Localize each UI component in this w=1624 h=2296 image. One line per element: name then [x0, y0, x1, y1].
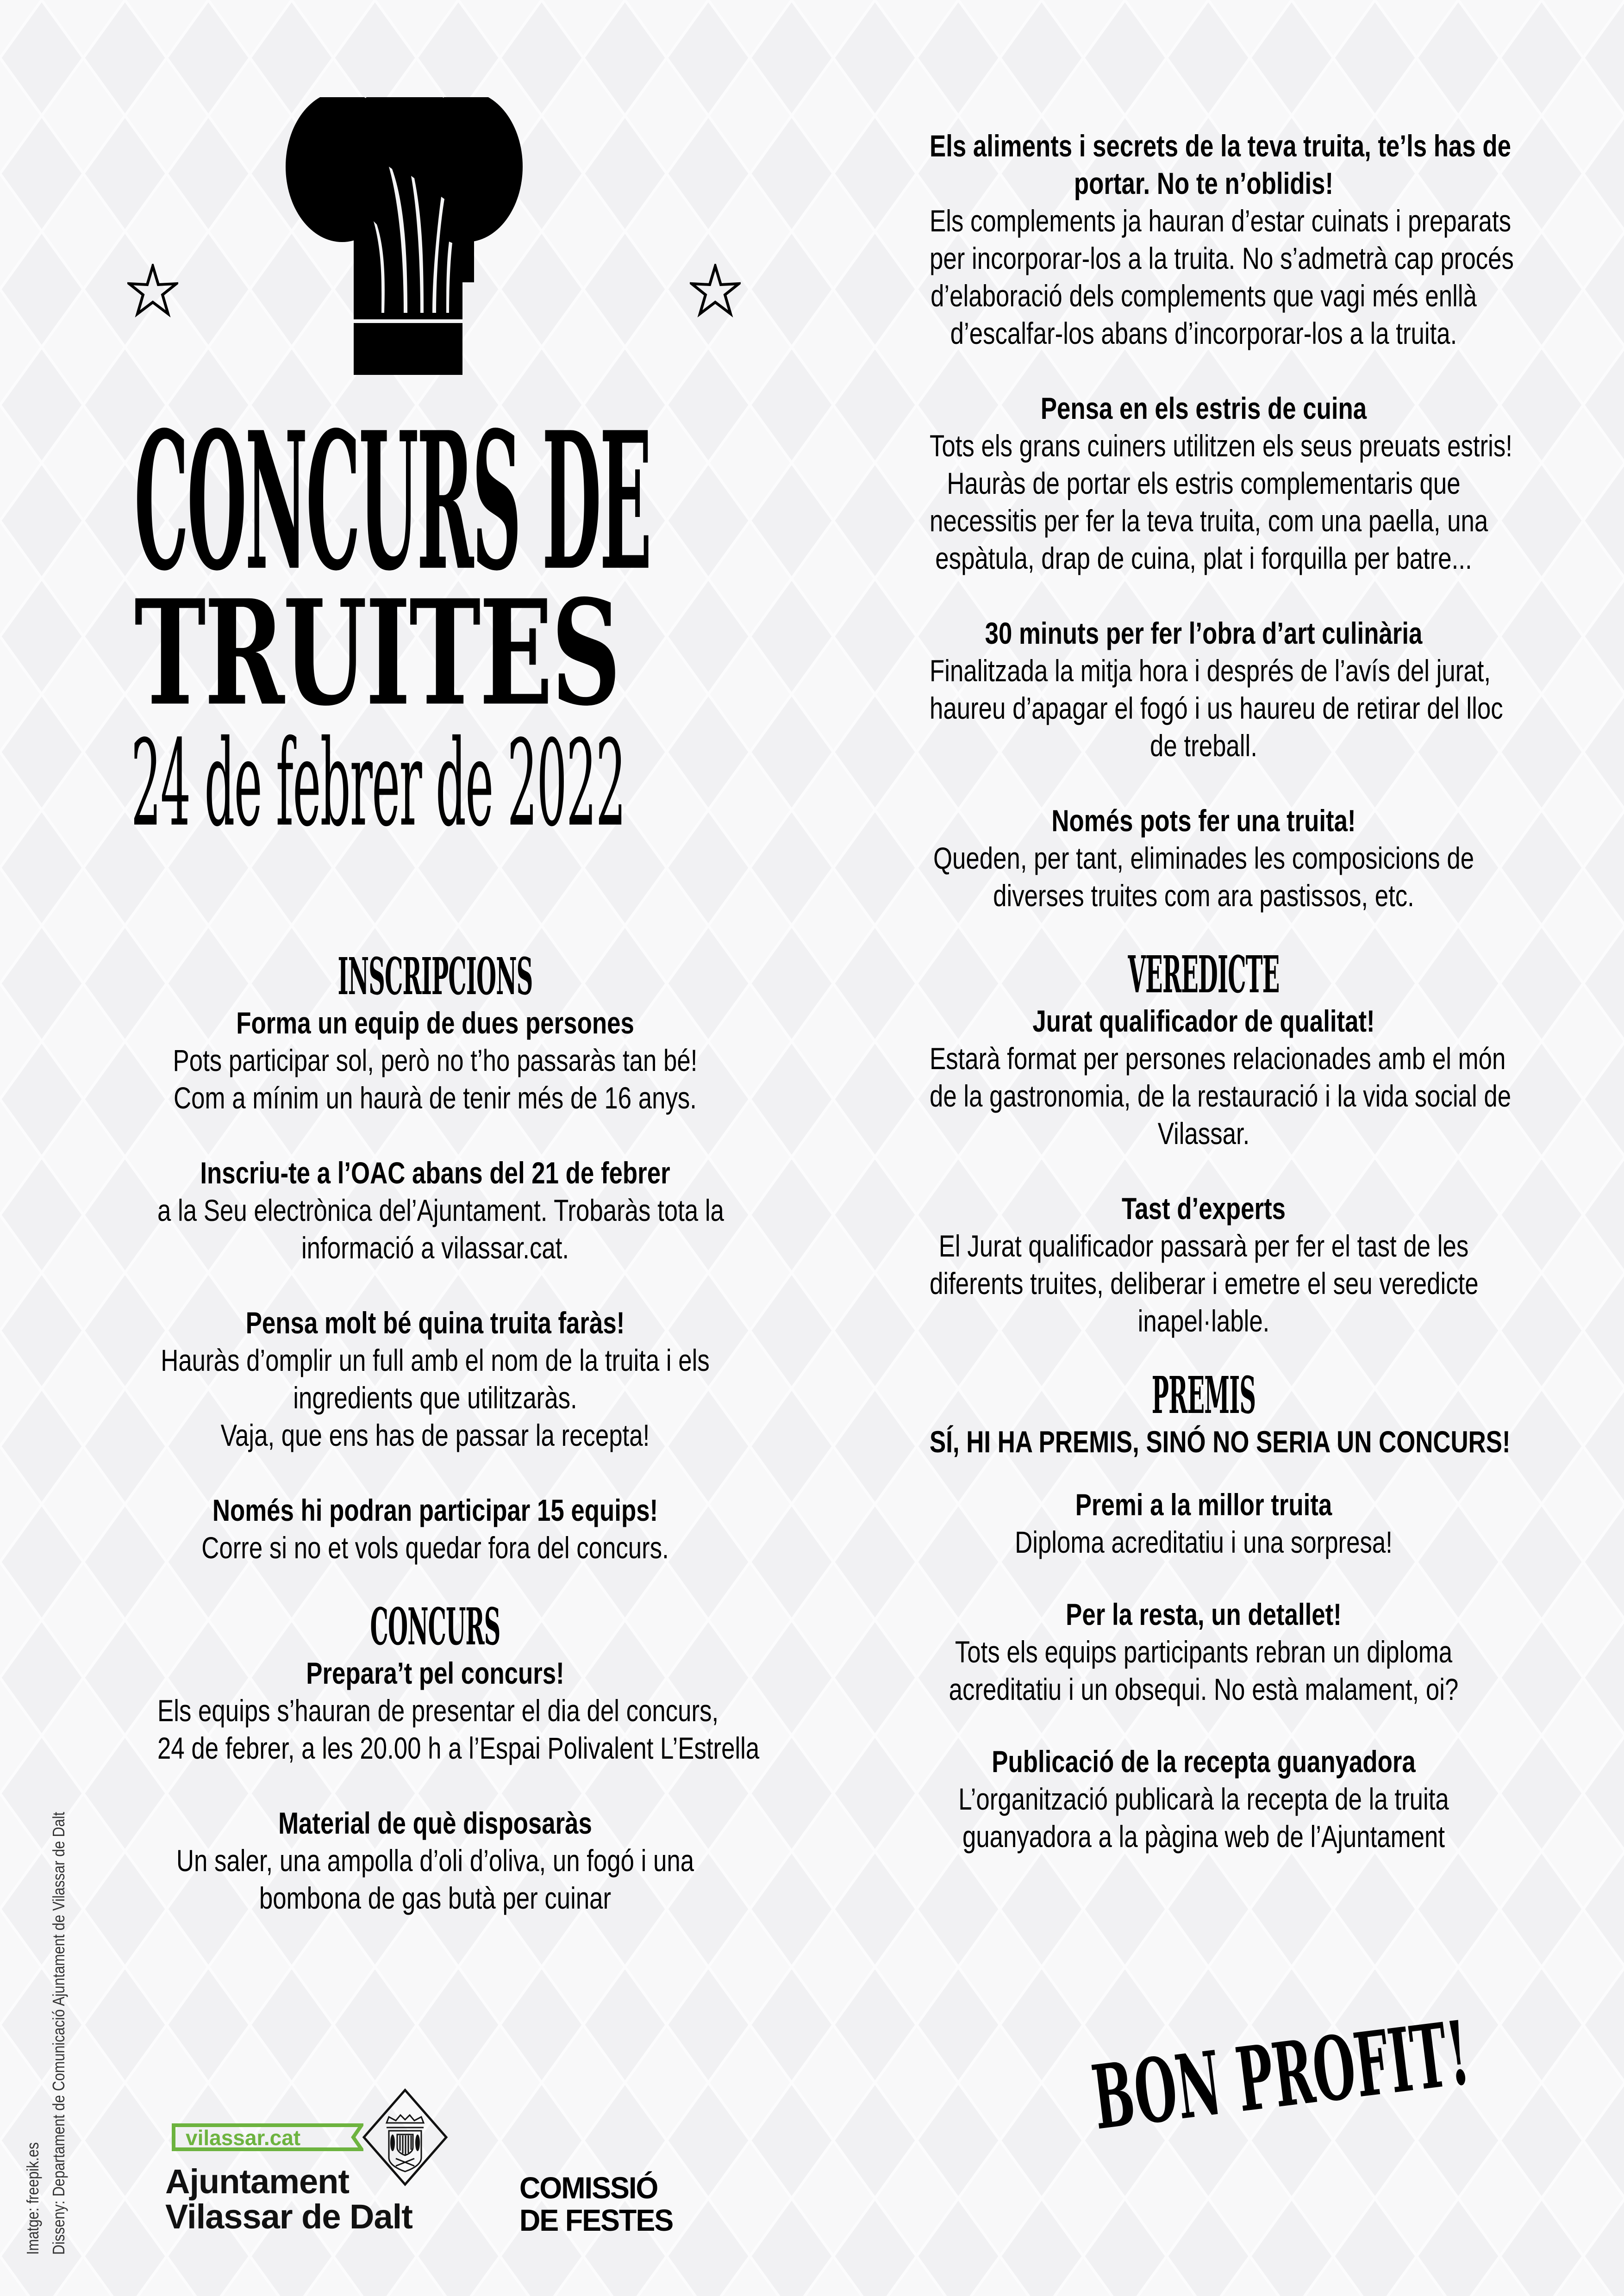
- item-body-line: Vaja, que ens has de passar la recepta!: [220, 1418, 650, 1452]
- item-heading: Publicació de la recepta guanyadora: [992, 1744, 1416, 1779]
- item-body-line: Vilassar.: [1157, 1116, 1250, 1151]
- item-heading: Només pots fer una truita!: [1051, 803, 1356, 838]
- item-body-line: Tots els grans cuiners utilitzen els seus preuats estris!: [930, 429, 1512, 463]
- item-body-line: d’elaboració dels complements que vagi més enllà: [931, 279, 1477, 313]
- comissio-festes-line2: DE FESTES: [519, 2203, 673, 2237]
- item-body-line: ingredients que utilitzaràs.: [293, 1381, 577, 1415]
- item-body-line: Tots els equips participants rebran un diploma: [955, 1635, 1453, 1669]
- item-body-line: Estarà format per persones relacionades amb el món: [930, 1041, 1506, 1076]
- item-body-line: informació a vilassar.cat.: [301, 1231, 569, 1265]
- item-body-line: 24 de febrer, a les 20.00 h a l’Espai Polivalent L’Estrella: [157, 1731, 760, 1765]
- item-body-line: Hauràs de portar els estris complementaris que: [947, 466, 1461, 500]
- item-heading: Els aliments i secrets de la teva truita, te’ls has de: [930, 129, 1512, 163]
- bon-profit-slogan: BON PROFIT!: [1087, 2001, 1475, 2150]
- section-title-premis: PREMIS: [1151, 1365, 1256, 1425]
- design-credit: Disseny: Departament de Comunicació Ajuntament de Vilassar de Dalt: [49, 1811, 68, 2255]
- coat-of-arms-icon: [361, 2088, 449, 2186]
- image-credit: Imatge: freepik.es: [23, 2142, 42, 2255]
- item-heading: Forma un equip de dues persones: [236, 1006, 634, 1040]
- event-date: 24 de febrer de 2022: [131, 714, 625, 853]
- section-title-inscripcions: INSCRIPCIONS: [337, 946, 533, 1006]
- item-body-line: Com a mínim un haurà de tenir més de 16 anys.: [174, 1081, 697, 1115]
- item-body-line: Pots participar sol, però no t’ho passaràs tan bé!: [173, 1043, 698, 1077]
- item-heading: Tast d’experts: [1121, 1191, 1286, 1226]
- item-body-line: espàtula, drap de cuina, plat i forquilla per batre...: [935, 541, 1472, 575]
- item-body-line: necessitis per fer la teva truita, com una paella, una: [930, 504, 1488, 538]
- star-outline-icon: [690, 264, 741, 319]
- item-body-line: diferents truites, deliberar i emetre el seu veredicte: [930, 1266, 1479, 1300]
- item-heading: Inscriu-te a l’OAC abans del 21 de febrer: [200, 1156, 670, 1190]
- chef-hat-icon: [279, 97, 538, 375]
- item-body-line: Diploma acreditatiu i una sorpresa!: [1015, 1525, 1393, 1559]
- item-heading: Jurat qualificador de qualitat!: [1032, 1004, 1375, 1038]
- item-body-line: de la gastronomia, de la restauració i la vida social de: [930, 1079, 1512, 1113]
- item-body-line: guanyadora a la pàgina web de l’Ajuntament: [962, 1819, 1445, 1854]
- ajuntament-name-line2: Vilassar de Dalt: [165, 2197, 412, 2236]
- poster-title-line2: TRUITES: [134, 568, 620, 738]
- item-body-line: El Jurat qualificador passarà per fer el tast de les: [938, 1229, 1469, 1263]
- vilassar-url-tag[interactable]: vilassar.cat: [172, 2123, 345, 2151]
- item-body-line: per incorporar-los a la truita. No s’admetrà cap procés: [930, 241, 1514, 275]
- item-body-line: bombona de gas butà per cuinar: [259, 1881, 612, 1915]
- item-body-line: de treball.: [1150, 728, 1257, 763]
- item-body-line: Els equips s’hauran de presentar el dia del concurs,: [157, 1693, 719, 1728]
- section-title-concurs: CONCURS: [370, 1597, 500, 1656]
- item-body-line: Finalitzada la mitja hora i després de l’avís del jurat,: [930, 653, 1491, 688]
- item-body-line: Queden, per tant, eliminades les composicions de: [933, 841, 1474, 875]
- item-heading: portar. No te n’oblidis!: [1074, 166, 1334, 200]
- item-heading: Només hi podran participar 15 equips!: [212, 1493, 658, 1527]
- section-title-veredicte: VEREDICTE: [1128, 945, 1280, 1004]
- item-body-line: Corre si no et vols quedar fora del concurs.: [201, 1531, 669, 1565]
- item-heading: Per la resta, un detallet!: [1066, 1597, 1342, 1631]
- ajuntament-name-line1: Ajuntament: [165, 2162, 349, 2201]
- item-body-line: d’escalfar-los abans d’incorporar-los a la truita.: [950, 316, 1457, 350]
- comissio-festes-line1: COMISSIÓ: [519, 2171, 658, 2205]
- left-column: [88, 946, 782, 1917]
- item-heading: 30 minuts per fer l’obra d’art culinària: [985, 616, 1423, 650]
- item-body-line: inapel·lable.: [1137, 1304, 1270, 1338]
- item-body-line: L’organització publicarà la recepta de la truita: [958, 1782, 1449, 1816]
- item-body-line: a la Seu electrònica del’Ajuntament. Trobaràs tota la: [157, 1193, 724, 1227]
- item-body-line: diverses truites com ara pastissos, etc.: [993, 878, 1414, 913]
- item-body-line: Hauràs d’omplir un full amb el nom de la truita i els: [161, 1343, 710, 1377]
- poster-title-line1: CONCURS DE: [134, 391, 650, 613]
- premis-subtitle: SÍ, HI HA PREMIS, SINÓ NO SERIA UN CONCURS!: [930, 1425, 1511, 1459]
- item-body-line: Els complements ja hauran d’estar cuinats i preparats: [930, 204, 1512, 238]
- item-body-line: haureu d’apagar el fogó i us haureu de retirar del lloc: [930, 691, 1503, 725]
- url-tag-notch: [345, 2123, 363, 2151]
- item-body-line: acreditatiu i un obsequi. No està malament, oi?: [949, 1672, 1459, 1706]
- item-heading: Pensa molt bé quina truita faràs!: [245, 1306, 625, 1340]
- item-heading: Pensa en els estris de cuina: [1040, 391, 1367, 425]
- item-body-line: Un saler, una ampolla d’oli d’oliva, un fogó i una: [176, 1843, 694, 1878]
- item-heading: Material de què disposaràs: [278, 1806, 592, 1840]
- star-outline-icon: [127, 264, 178, 319]
- item-heading: Premi a la millor truita: [1075, 1487, 1332, 1522]
- right-column: [861, 127, 1546, 1855]
- item-heading: Prepara’t pel concurs!: [306, 1656, 564, 1690]
